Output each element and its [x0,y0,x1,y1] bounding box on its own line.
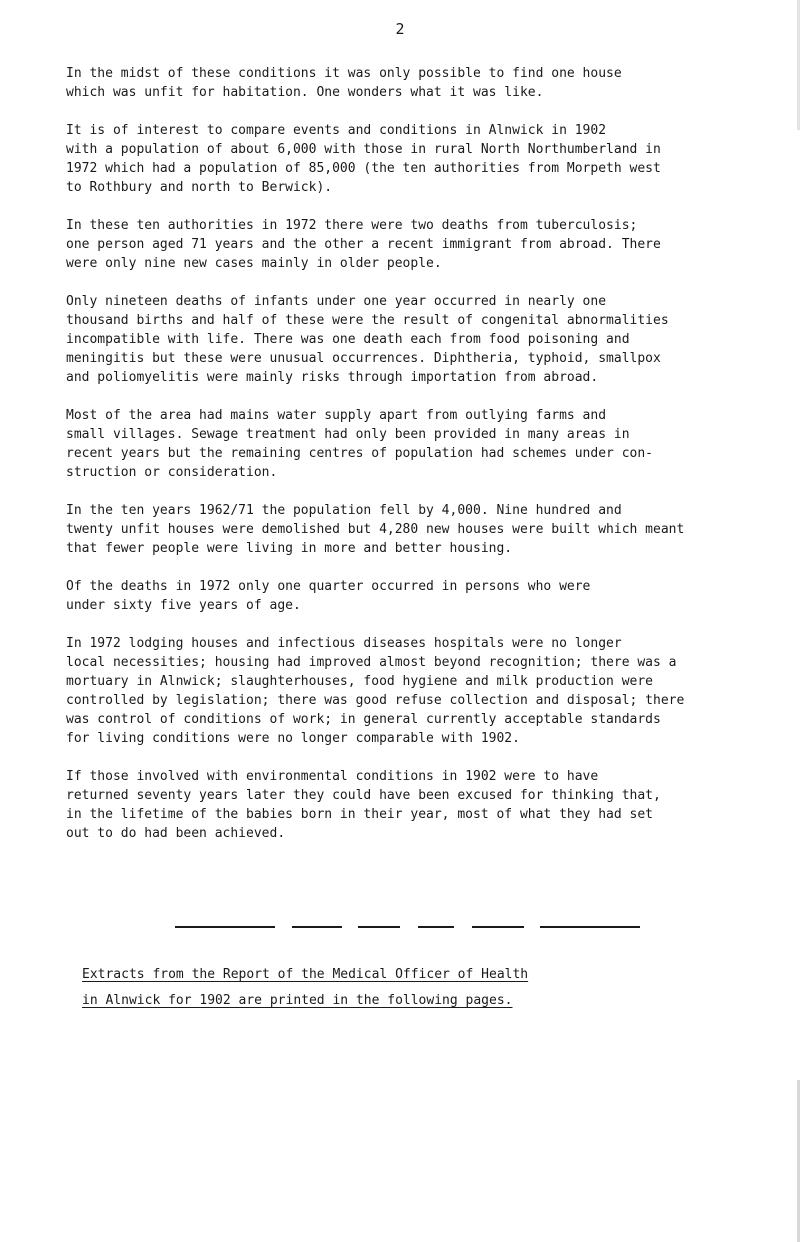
paragraph-line: meningitis but these were unusual occurrences. Diphtheria, typhoid, smallpox [66,351,661,366]
paragraph-line: returned seventy years later they could have been excused for thinking that, [66,788,661,803]
paragraph-line: were only nine new cases mainly in older people. [66,256,442,271]
paragraph-line: 1972 which had a population of 85,000 (the ten authorities from Morpeth west [66,161,661,176]
paragraph-9 [66,767,796,843]
paragraph-line: was control of conditions of work; in general currently acceptable standards [66,712,661,727]
paragraph-line: for living conditions were no longer comparable with 1902. [66,731,520,746]
paragraph-line: twenty unfit houses were demolished but 4,280 new houses were built which meant [66,522,685,537]
paragraph-line: thousand births and half of these were the result of congenital abnormalities [66,313,669,328]
paragraph-line: In 1972 lodging houses and infectious diseases hospitals were no longer [66,636,622,651]
paragraph-line: to Rothbury and north to Berwick). [66,180,333,195]
separator-dash [540,926,640,928]
paragraph-line: In these ten authorities in 1972 there were two deaths from tuberculosis; [66,218,638,233]
paragraph-line: small villages. Sewage treatment had only been provided in many areas in [66,427,630,442]
footer-line: in Alnwick for 1902 are printed in the following pages. [82,993,513,1008]
paragraph-line: If those involved with environmental conditions in 1902 were to have [66,769,599,784]
paragraph-line: which was unfit for habitation. One wonders what it was like. [66,85,544,100]
paragraph-line: Of the deaths in 1972 only one quarter occurred in persons who were [66,579,591,594]
paragraph-7 [66,577,796,615]
paragraph-6 [66,501,796,558]
paragraph-line: In the ten years 1962/71 the population fell by 4,000. Nine hundred and [66,503,622,518]
footer-note [82,964,782,1016]
paragraph-line: in the lifetime of the babies born in their year, most of what they had set [66,807,653,822]
separator-dash [418,926,454,928]
paragraph-line: and poliomyelitis were mainly risks through importation from abroad. [66,370,599,385]
paragraph-line: Most of the area had mains water supply apart from outlying farms and [66,408,607,423]
paragraph-line: recent years but the remaining centres of population had schemes under con- [66,446,653,461]
paragraph-line: incompatible with life. There was one death each from food poisoning and [66,332,630,347]
paragraph-3 [66,216,796,273]
page-number: 2 [395,20,405,38]
paragraph-line: In the midst of these conditions it was only possible to find one house [66,66,622,81]
paragraph-5 [66,406,796,482]
paragraph-1 [66,64,796,102]
paragraph-4 [66,292,796,387]
body-text [66,64,796,862]
paragraph-line: under sixty five years of age. [66,598,301,613]
paragraph-line: local necessities; housing had improved almost beyond recognition; there was a [66,655,677,670]
footer-line: Extracts from the Report of the Medical Officer of Health [82,967,529,982]
paragraph-line: Only nineteen deaths of infants under one year occurred in nearly one [66,294,607,309]
paragraph-line: It is of interest to compare events and conditions in Alnwick in 1902 [66,123,607,138]
paragraph-line: that fewer people were living in more and better housing. [66,541,513,556]
paragraph-line: struction or consideration. [66,465,278,480]
separator-dash [358,926,400,928]
paragraph-line: out to do had been achieved. [66,826,286,841]
paragraph-line: with a population of about 6,000 with those in rural North Northumberland in [66,142,661,157]
separator-dash [175,926,275,928]
separator-dash [472,926,524,928]
paragraph-line: one person aged 71 years and the other a recent immigrant from abroad. There [66,237,661,252]
separator-dash [292,926,342,928]
paragraph-8 [66,634,796,748]
paragraph-line: controlled by legislation; there was good refuse collection and disposal; there [66,693,685,708]
paragraph-line: mortuary in Alnwick; slaughterhouses, food hygiene and milk production were [66,674,653,689]
paragraph-2 [66,121,796,197]
